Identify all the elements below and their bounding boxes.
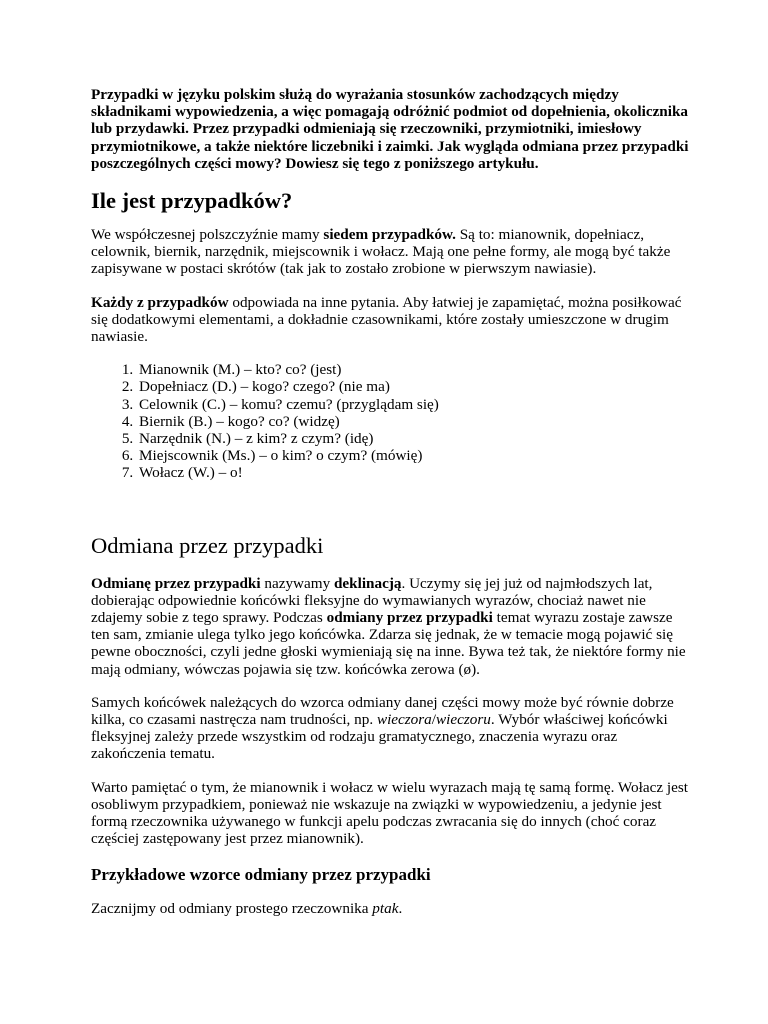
text-run: . <box>398 899 403 917</box>
paragraph-endings <box>91 694 691 763</box>
document-page <box>91 68 691 917</box>
bold-text: deklinacją <box>333 574 402 592</box>
italic-text: wieczoru <box>436 711 491 729</box>
heading-ile-jest-przypadkow: Ile jest przypadków? <box>91 188 293 214</box>
text-run: nazywamy <box>260 574 334 592</box>
list-item: 3. Celownik (C.) – komu? czemu? (przyglądam się) <box>137 396 691 413</box>
text-run: . Wybór właściwej końcówki fleksyjnej zależy przede wszystkim od rodzaju gramatycznego, znaczenia wyrazu oraz zakończenia tematu. <box>91 711 668 763</box>
paragraph-ptak <box>91 900 691 917</box>
bold-text: Odmianę przez przypadki <box>91 574 261 592</box>
heading-przykladowe-wzorce: Przykładowe wzorce odmiany przez przypadki <box>91 864 431 884</box>
text-run: Samych końcówek należących do wzorca odmiany danej części mowy może być równie dobrze kilka, co czasami nastręcza nam trudności, np. <box>91 693 674 729</box>
paragraph-each-case <box>91 294 691 346</box>
italic-text: wieczora <box>376 711 432 729</box>
list-item: 1. Mianownik (M.) – kto? co? (jest) <box>137 361 691 378</box>
bold-text: siedem przypadków. <box>323 226 456 244</box>
paragraph-vocative: Warto pamiętać o tym, że mianownik i wołacz w wielu wyrazach mają tę samą formę. Wołacz jest osobliwym przypadkiem, ponieważ nie wskazuje na związki w wypowiedzeniu, a jedynie jest formą rzeczownika używanego w funkcji apelu podczas zwracania się do innych (choć coraz częściej zastępowany jest przez mianownik). <box>91 778 688 848</box>
paragraph-declension <box>91 575 691 678</box>
heading-odmiana-przez-przypadki: Odmiana przez przypadki <box>91 532 324 558</box>
italic-text: ptak <box>372 899 399 917</box>
bold-text: odmiany przez przypadki <box>326 609 493 627</box>
list-item: 4. Biernik (B.) – kogo? co? (widzę) <box>137 413 691 430</box>
bold-text: Każdy z przypadków <box>91 293 229 311</box>
text-run: Zacznijmy od odmiany prostego rzeczownika <box>91 899 373 917</box>
list-item: 2. Dopełniacz (D.) – kogo? czego? (nie ma) <box>137 378 691 395</box>
text-run: Są to: mianownik, dopełniacz, celownik, biernik, narzędnik, miejscownik i wołacz. Mają one pełne formy, ale mogą być także zapisywane w postaci skrótów (tak jak to zostało zrobione w pierwszym nawiasie). <box>91 226 671 278</box>
text-run: temat wyrazu zostaje zawsze ten sam, zmianie ulega tylko jego końcówka. Zdarza się jednak, że w temacie mogą pojawić się pewne oboczności, czyli jedne głoski wymieniają się na inne. Bywa też tak, że niektóre formy nie mają odmiany, wówczas pojawia się tzw. końcówka zerowa (ø). <box>91 609 686 678</box>
cases-list <box>91 361 691 481</box>
intro-paragraph: Przypadki w języku polskim służą do wyrażania stosunków zachodzących między składnikami wypowiedzenia, a więc pomagają odróżnić podmiot od dopełnienia, okolicznika lub przydawki. Przez przypadki odmieniają się rzeczowniki, przymiotniki, imiesłowy przymiotnikowe, a także niektóre liczebniki i zaimki. Jak wygląda odmiana przez przypadki poszczególnych części mowy? Dowiesz się tego z poniższego artykułu. <box>91 86 689 172</box>
paragraph-seven-cases <box>91 226 691 278</box>
text-run: We współczesnej polszczyźnie mamy <box>91 226 324 244</box>
text-run: . Uczymy się jej już od najmłodszych lat, dobierając odpowiednie końcówki fleksyjne do wymawianych wyrazów, chociaż nawet nie zdajemy sobie z tego sprawy. Podczas <box>91 574 653 627</box>
list-item: 5. Narzędnik (N.) – z kim? z czym? (idę) <box>137 430 691 447</box>
text-run: / <box>431 711 437 729</box>
list-item: 7. Wołacz (W.) – o! <box>137 464 691 481</box>
text-run: odpowiada na inne pytania. Aby łatwiej je zapamiętać, można posiłkować się dodatkowymi elementami, a dokładnie czasownikami, które zostały umieszczone w drugim nawiasie. <box>91 293 682 346</box>
list-item: 6. Miejscownik (Ms.) – o kim? o czym? (mówię) <box>137 447 691 464</box>
